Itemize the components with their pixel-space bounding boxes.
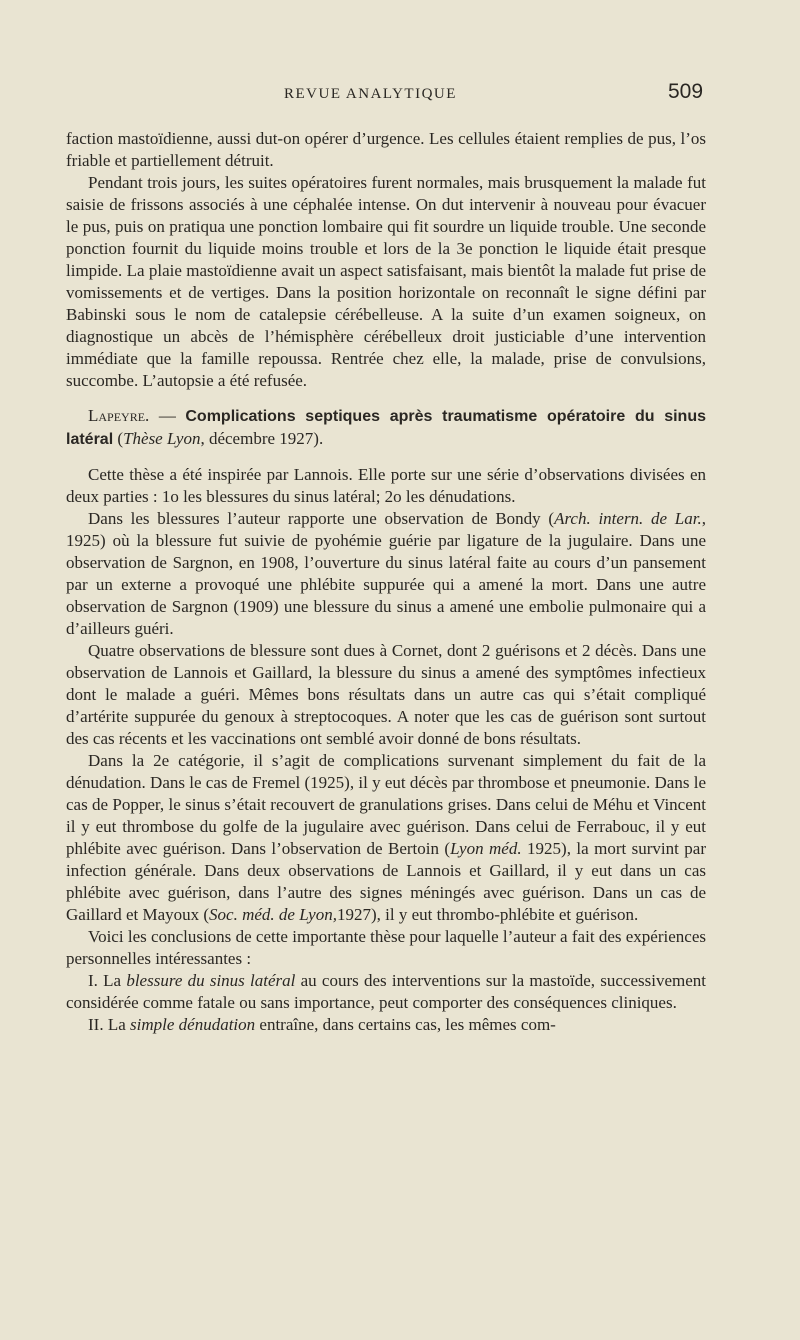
p6-citation-1: Lyon méd. <box>450 839 522 858</box>
p9-emphasis: simple dénudation <box>130 1015 256 1034</box>
page-number: 509 <box>668 80 704 103</box>
running-title: REVUE ANALYTIQUE <box>284 86 457 102</box>
paragraph-continuation: faction mastoïdienne, aussi dut-on opérer d’urgence. Les cellules étaient remplies de pus, l’os friable et partiellement détruit. <box>66 129 706 170</box>
paragraph-conclusion-2 <box>66 1014 706 1036</box>
paragraph-case-course: Pendant trois jours, les suites opératoires furent normales, mais brusquement la malade fut saisie de frissons associés à une céphalée intense. On dut intervenir à nouveau pour évacuer le pus, puis on pratiqua une ponction lombaire qui fit sourdre un liquide trouble. Une seconde ponction fournit du liquide moins trouble et lors de la 3e ponction le liquide était presque limpide. La plaie mastoïdienne avait un aspect satisfaisant, mais bientôt la malade fut prise de vomissements et de vertiges. Dans la position horizontale on reconnaît le signe défini par Babinski sous le nom de catalepsie cérébelleuse. A la suite d’un examen soigneux, on diagnostique un abcès de l’hémisphère cérébelleux droit justiciable d’une intervention immédiate que la famille repoussa. Rentrée chez elle, la malade, prise de convulsions, succombe. L’autopsie a été refusée. <box>66 173 706 390</box>
entry-title: Complications septiques après traumatisme opératoire du sinus latéral <box>66 408 707 448</box>
paragraph-thesis-intro: Cette thèse a été inspirée par Lannois. Elle porte sur une série d’observations divisées en deux parties : 1o les blessures du sinus latéral; 2o les dénudations. <box>66 465 706 506</box>
paragraph-cornet: Quatre observations de blessure sont dues à Cornet, dont 2 guérisons et 2 décès. Dans une observation de Lannois et Gaillard, la blessure du sinus a amené des symptômes infectieux dont le malade a guéri. Mêmes bons résultats dans un autre cas qui s’était compliqué d’artérite suppurée du genoux à streptocoques. A noter que les cas de guérison sont surtout des cas récents et les vaccinations ont semblé avoir donné de bons résultats. <box>66 641 706 748</box>
p6-citation-2: Soc. méd. de Lyon, <box>209 905 337 924</box>
paragraph-conclusions-intro: Voici les conclusions de cette importante thèse pour laquelle l’auteur a fait des expériences personnelles intéressantes : <box>66 927 706 968</box>
paragraph-conclusion-1 <box>66 970 706 1014</box>
page-header <box>0 78 800 108</box>
entry-author: Lapeyre. <box>88 406 150 425</box>
entry-ref-open: ( <box>113 429 124 448</box>
review-entry-heading <box>66 405 706 451</box>
p6-text-c: 1925), la mort survint par infection générale. Dans deux observations de Lannois et Gaillard, il y eut dans un cas phlébite avec guérison, dans l’autre des signes méningés avec guérison. Dans un cas de Gaillard et Mayoux ( <box>66 839 707 924</box>
paragraph-denudation <box>66 750 706 926</box>
p8-emphasis: blessure du sinus latéral <box>126 971 296 990</box>
paragraph-blessures <box>66 508 706 640</box>
p4-text-a: Dans les blessures l’auteur rapporte une observation de Bondy ( <box>88 509 555 528</box>
p8-text-a: I. La <box>88 971 127 990</box>
p4-text-c: , 1925) où la blessure fut suivie de pyohémie guérie par ligature de la jugulaire. Dans une observation de Sargnon, en 1908, l’ouverture du sinus latéral faite au cours d’un pansement par un externe a provoqué une phlébite suppurée qui a amené la mort. Dans une autre observation de Sargnon (1909) une blessure du sinus a amené une embolie pulmonaire qui a d’ailleurs guéri. <box>66 509 706 638</box>
p9-text-a: II. La <box>88 1015 131 1034</box>
p4-citation: Arch. intern. de Lar. <box>554 509 702 528</box>
p9-text-c: entraîne, dans certains cas, les mêmes com- <box>255 1015 556 1034</box>
entry-dash: — <box>149 406 186 425</box>
p6-text-e: 1927), il y eut thrombo-phlébite et guérison. <box>336 905 639 924</box>
body-text <box>66 128 706 1036</box>
p8-text-c: au cours des interventions sur la mastoïde, successivement considérée comme fatale ou sans importance, peut comporter des conséquences cliniques. <box>66 971 706 1012</box>
p6-text-a: Dans la 2e catégorie, il s’agit de complications survenant simplement du fait de la dénudation. Dans le cas de Fremel (1925), il y eut décès par thrombose et pneumonie. Dans le cas de Popper, le sinus s’était recouvert de granulations grises. Dans celui de Méhu et Vincent il y eut thrombose du golfe de la jugulaire avec guérison. Dans celui de Ferrabouc, il y eut phlébite avec guérison. Dans l’observation de Bertoin ( <box>66 751 706 858</box>
entry-ref-rest: , décembre 1927). <box>200 429 324 448</box>
entry-ref-source: Thèse Lyon <box>123 429 201 448</box>
